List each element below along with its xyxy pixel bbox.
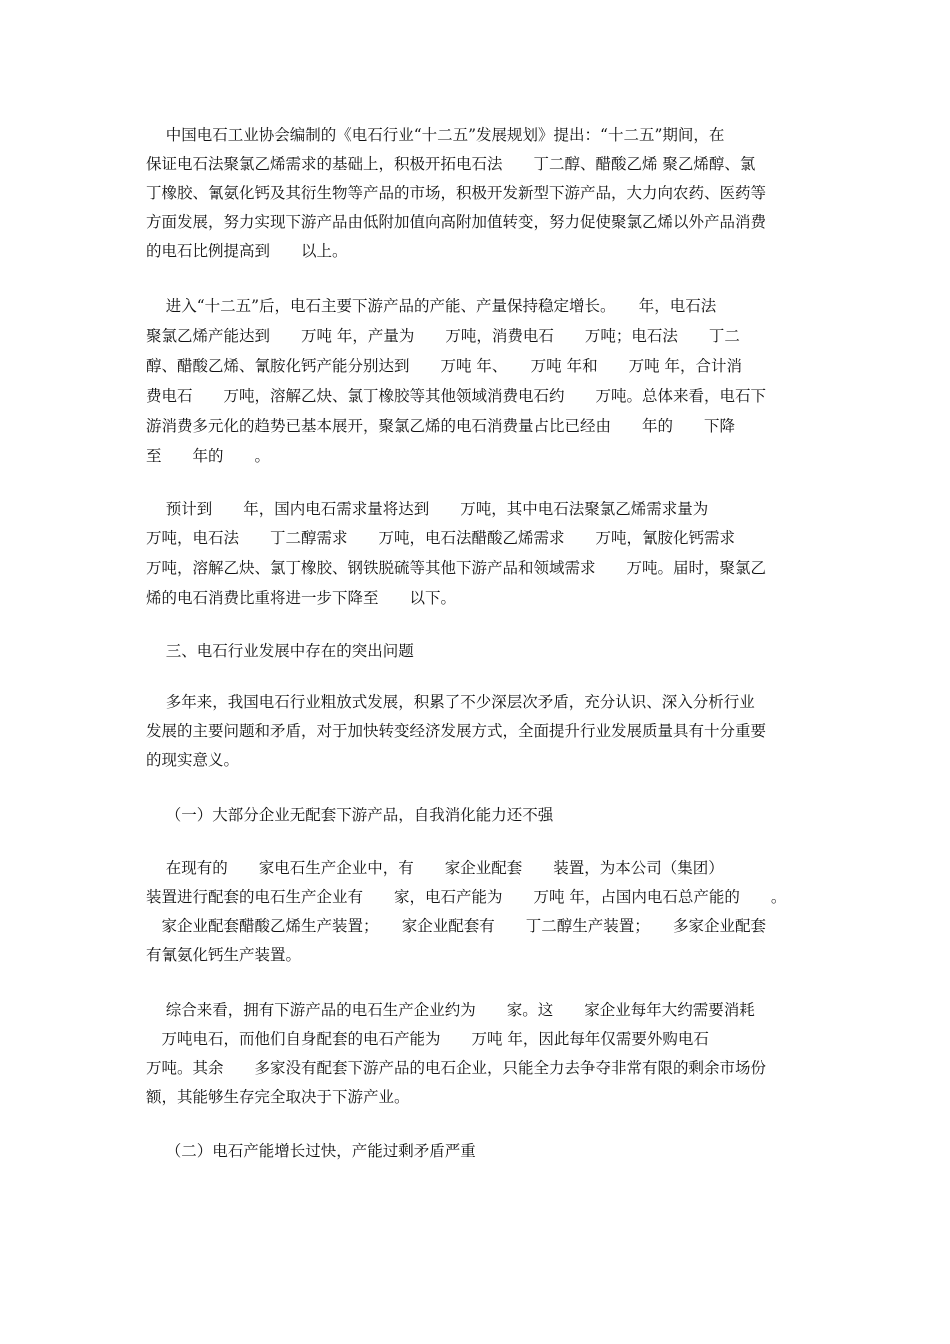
text-line: 的电石比例提高到 以上。 <box>146 242 348 260</box>
text-line: 多年来，我国电石行业粗放式发展，积累了不少深层次矛盾，充分认识、深入分析行业 <box>146 693 755 711</box>
text-line: 发展的主要问题和矛盾，对于加快转变经济发展方式，全面提升行业发展质量具有十分重要 <box>146 722 767 740</box>
text-line: 万吨。其余 多家没有配套下游产品的电石企业，只能全力去争夺非常有限的剩余市场份 <box>146 1059 767 1077</box>
text-line: 烯的电石消费比重将进一步下降至 以下。 <box>146 589 457 607</box>
subsection-heading: （二）电石产能增长过快，产能过剩矛盾严重 <box>146 1142 476 1160</box>
text-line: 有氰氨化钙生产装置。 <box>146 946 302 964</box>
text-line: 聚氯乙烯产能达到 万吨 年，产量为 万吨，消费电石 万吨；电石法 丁二 <box>146 327 740 345</box>
text-line: 家企业配套醋酸乙烯生产装置； 家企业配套有 丁二醇生产装置； 多家企业配套 <box>146 917 767 935</box>
text-line: 的现实意义。 <box>146 751 240 769</box>
text-line: 保证电石法聚氯乙烯需求的基础上，积极开拓电石法 丁二醇、醋酸乙烯 聚乙烯醇、氯 <box>146 155 756 173</box>
text-line: 进入“十二五”后，电石主要下游产品的产能、产量保持稳定增长。 年，电石法 <box>146 297 717 315</box>
text-line: 醇、醋酸乙烯、氰胺化钙产能分别达到 万吨 年、 万吨 年和 万吨 年，合计消 <box>146 357 743 375</box>
text-line: 预计到 年，国内电石需求量将达到 万吨，其中电石法聚氯乙烯需求量为 <box>146 500 709 518</box>
section-heading: 三、电石行业发展中存在的突出问题 <box>146 642 414 660</box>
text-line: 额，其能够生存完全取决于下游产业。 <box>146 1088 410 1106</box>
text-line: 万吨电石，而他们自身配套的电石产能为 万吨 年，因此每年仅需要外购电石 <box>146 1030 709 1048</box>
text-line: 费电石 万吨，溶解乙炔、氯丁橡胶等其他领域消费电石约 万吨。总体来看，电石下 <box>146 387 767 405</box>
text-line: 至 年的 。 <box>146 447 271 465</box>
text-line: 游消费多元化的趋势已基本展开，聚氯乙烯的电石消费量占比已经由 年的 下降 <box>146 417 736 435</box>
subsection-heading: （一）大部分企业无配套下游产品，自我消化能力还不强 <box>146 806 554 824</box>
text-line: 万吨，溶解乙炔、氯丁橡胶、钢铁脱硫等其他下游产品和领域需求 万吨。届时，聚氯乙 <box>146 559 767 577</box>
text-line: 在现有的 家电石生产企业中，有 家企业配套 装置，为本公司（集团） <box>146 859 724 877</box>
text-line: 丁橡胶、氰氨化钙及其衍生物等产品的市场，积极开发新型下游产品，大力向农药、医药等 <box>146 184 767 202</box>
text-line: 综合来看，拥有下游产品的电石生产企业约为 家。这 家企业每年大约需要消耗 <box>146 1001 755 1019</box>
text-line: 中国电石工业协会编制的《电石行业“十二五”发展规划》提出：“十二五”期间，在 <box>146 126 725 144</box>
text-line: 方面发展，努力实现下游产品由低附加值向高附加值转变，努力促使聚氯乙烯以外产品消费 <box>146 213 767 231</box>
text-line: 装置进行配套的电石生产企业有 家，电石产能为 万吨 年，占国内电石总产能的 。 <box>146 888 787 906</box>
text-line: 万吨，电石法 丁二醇需求 万吨，电石法醋酸乙烯需求 万吨，氰胺化钙需求 <box>146 529 736 547</box>
